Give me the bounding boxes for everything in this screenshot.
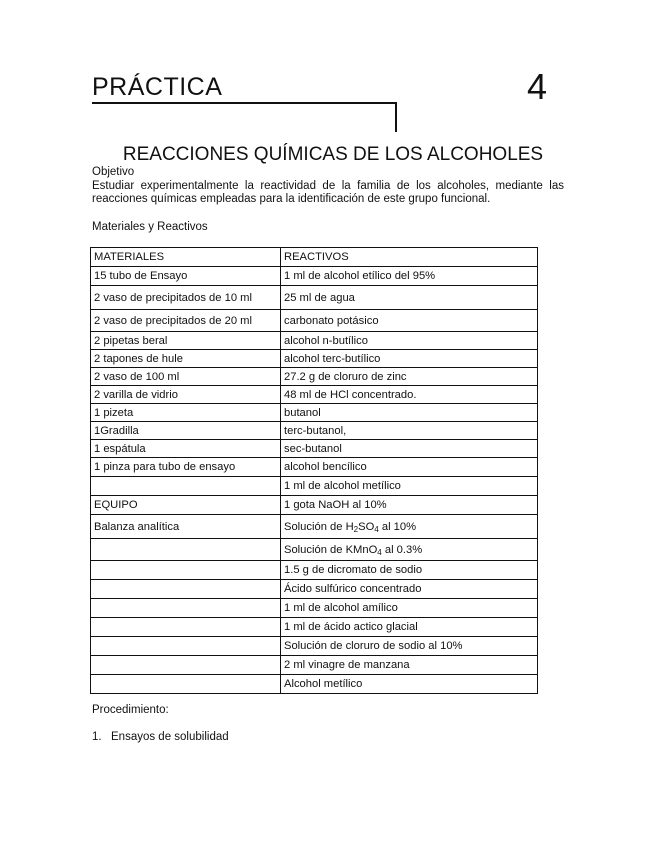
table-row	[91, 310, 538, 332]
table-cell-reactivos: 1 ml de ácido actico glacial	[281, 618, 538, 637]
table-cell-reactivos: alcohol n-butílico	[281, 332, 538, 350]
objective-text: Estudiar experimentalmente la reactividad de la familia de los alcoholes, mediante las reacciones químicas empleadas para la identificación de este grupo funcional.	[92, 180, 564, 205]
table-cell-materiales	[91, 477, 281, 496]
table-row	[91, 477, 538, 496]
table-cell-materiales	[91, 539, 281, 561]
table-cell-materiales: 2 varilla de vidrio	[91, 386, 281, 404]
table-row	[91, 386, 538, 404]
table-cell-reactivos: 48 ml de HCl concentrado.	[281, 386, 538, 404]
table-cell-reactivos: 25 ml de agua	[281, 286, 538, 310]
table-cell-materiales	[91, 561, 281, 580]
table-cell-materiales	[91, 656, 281, 675]
table-row	[91, 599, 538, 618]
step-text: Ensayos de solubilidad	[111, 731, 229, 743]
materials-heading: Materiales y Reactivos	[92, 221, 208, 233]
table-header-row	[91, 248, 538, 267]
table-row	[91, 515, 538, 539]
table-cell-reactivos: 1 ml de alcohol metílico	[281, 477, 538, 496]
table-cell-materiales: 1 espátula	[91, 440, 281, 458]
practice-label: PRÁCTICA	[92, 73, 223, 101]
table-cell-reactivos: 27.2 g de cloruro de zinc	[281, 368, 538, 386]
table-cell-reactivos: 1 ml de alcohol etílico del 95%	[281, 267, 538, 286]
step-number: 1.	[92, 731, 102, 743]
page-title: REACCIONES QUÍMICAS DE LOS ALCOHOLES	[122, 144, 544, 165]
table-cell-reactivos: butanol	[281, 404, 538, 422]
table-cell-materiales	[91, 580, 281, 599]
table-row	[91, 618, 538, 637]
table-row	[91, 496, 538, 515]
procedure-heading: Procedimiento:	[92, 704, 169, 716]
table-cell-materiales: Balanza analítica	[91, 515, 281, 539]
table-cell-materiales	[91, 637, 281, 656]
table-row	[91, 675, 538, 694]
table-cell-reactivos: Ácido sulfúrico concentrado	[281, 580, 538, 599]
table-cell-materiales	[91, 675, 281, 694]
table-row	[91, 656, 538, 675]
table-cell-reactivos: Solución de $H_2SO_4$ al 10%	[281, 515, 538, 539]
table-cell-reactivos: 1 gota NaOH al 10%	[281, 496, 538, 515]
table-row	[91, 267, 538, 286]
table-cell-reactivos: Solución de KMnO$_4$ al 0.3%	[281, 539, 538, 561]
table-cell-reactivos: carbonato potásico	[281, 310, 538, 332]
table-cell-materiales	[91, 599, 281, 618]
table-cell-reactivos: alcohol bencílico	[281, 458, 538, 477]
table-cell-materiales: 1 pizeta	[91, 404, 281, 422]
table-cell-materiales: 2 vaso de 100 ml	[91, 368, 281, 386]
table-cell-reactivos: sec-butanol	[281, 440, 538, 458]
table-cell-materiales: 15 tubo de Ensayo	[91, 267, 281, 286]
table-cell-materiales: 2 vaso de precipitados de 20 ml	[91, 310, 281, 332]
table-row	[91, 350, 538, 368]
table-row	[91, 404, 538, 422]
table-row	[91, 440, 538, 458]
table-row	[91, 286, 538, 310]
table-row	[91, 637, 538, 656]
materials-reactives-table	[90, 247, 538, 694]
table-row	[91, 561, 538, 580]
table-row	[91, 332, 538, 350]
table-row	[91, 422, 538, 440]
table-cell-materiales-header: MATERIALES	[91, 248, 281, 267]
table-row	[91, 368, 538, 386]
table-cell-materiales: 2 vaso de precipitados de 10 ml	[91, 286, 281, 310]
table-cell-reactivos: terc-butanol,	[281, 422, 538, 440]
table-cell-materiales: 2 tapones de hule	[91, 350, 281, 368]
table-row	[91, 539, 538, 561]
table-cell-reactivos: alcohol terc-butílico	[281, 350, 538, 368]
table-cell-reactivos: Alcohol metílico	[281, 675, 538, 694]
table-cell-reactivos: 1.5 g de dicromato de sodio	[281, 561, 538, 580]
objective-heading: Objetivo	[92, 166, 135, 178]
table-cell-reactivos: 2 ml vinagre de manzana	[281, 656, 538, 675]
table-cell-reactivos: 1 ml de alcohol amílico	[281, 599, 538, 618]
table-cell-reactivos-header: REACTIVOS	[281, 248, 538, 267]
header-rule-horizontal	[92, 102, 397, 104]
practice-number: 4	[527, 66, 548, 107]
table-cell-reactivos: Solución de cloruro de sodio al 10%	[281, 637, 538, 656]
table-row	[91, 580, 538, 599]
table-cell-materiales: 1Gradilla	[91, 422, 281, 440]
table-cell-materiales	[91, 618, 281, 637]
header-rule-vertical	[395, 102, 397, 132]
table-cell-materiales: 2 pipetas beral	[91, 332, 281, 350]
table-cell-equipo-header: EQUIPO	[91, 496, 281, 515]
table-row	[91, 458, 538, 477]
table-cell-materiales: 1 pinza para tubo de ensayo	[91, 458, 281, 477]
